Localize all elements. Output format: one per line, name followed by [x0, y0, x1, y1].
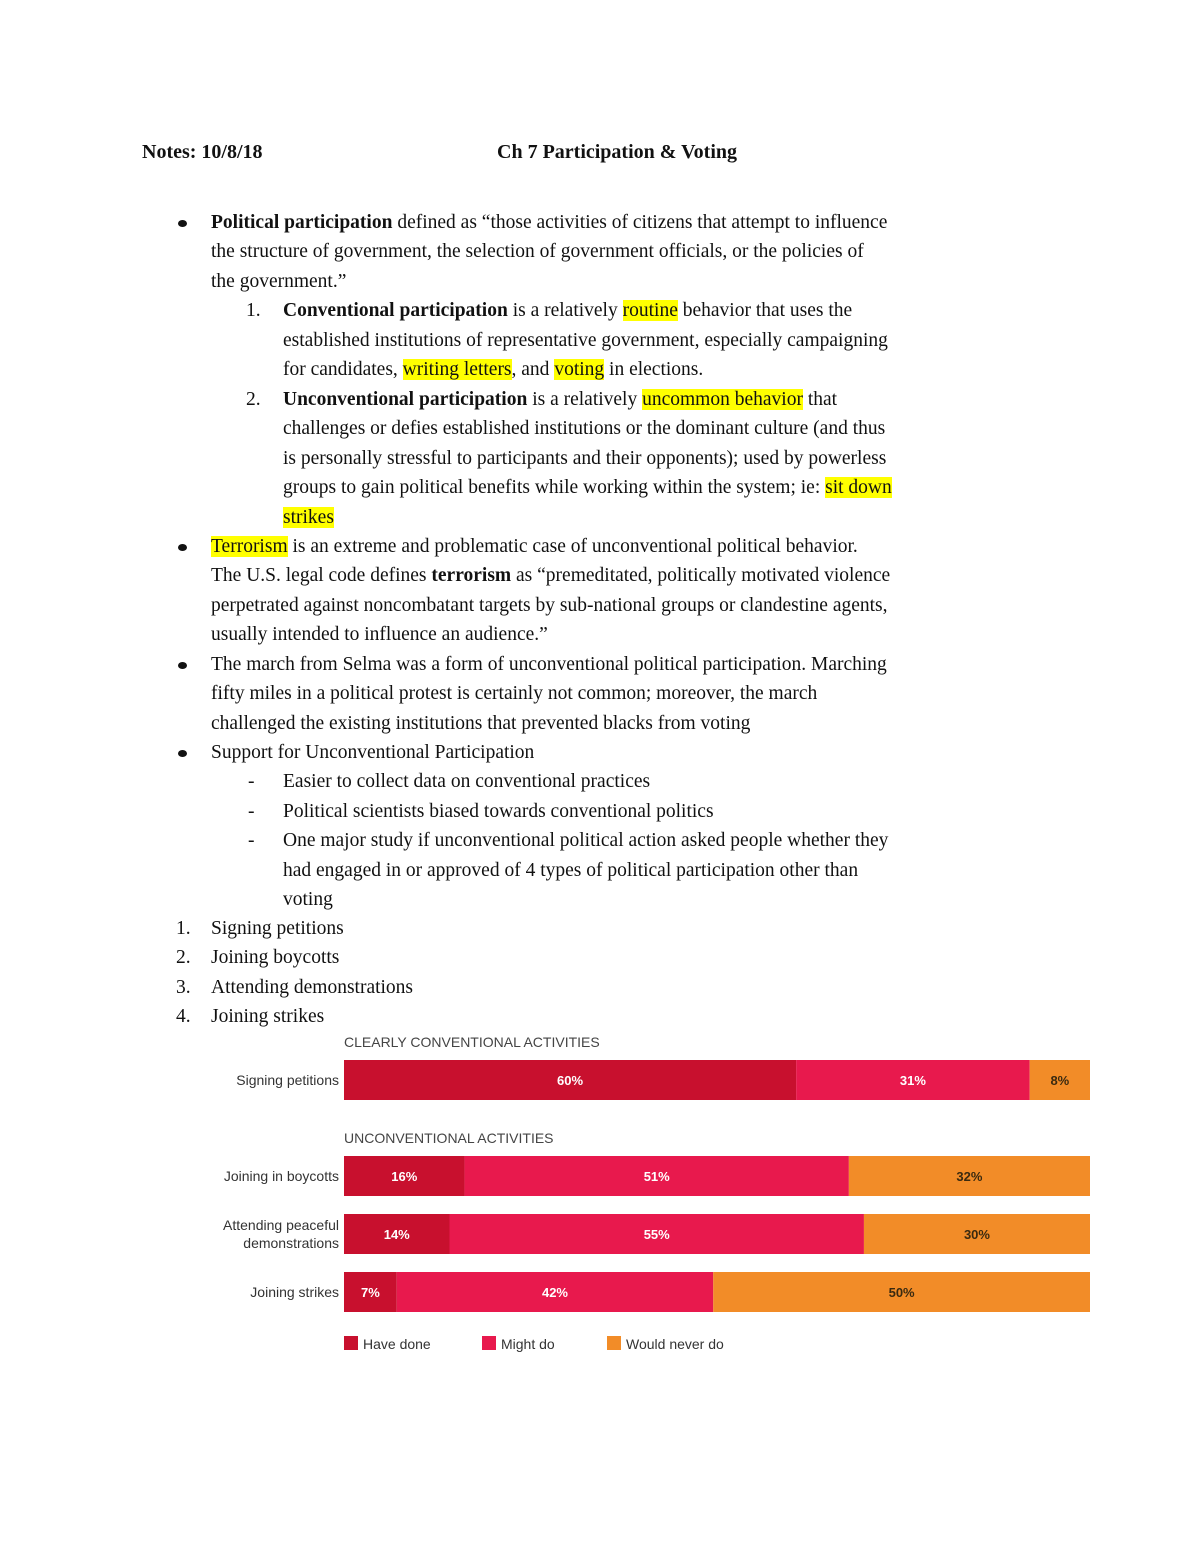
highlight-terrorism: Terrorism: [211, 536, 288, 557]
bar-value-label: 42%: [541, 1285, 569, 1300]
political-participation-line-1: Political participation defined as “those activities of citizens that attempt to influence: [211, 212, 888, 233]
unconventional-line-3: is personally stressful to participants and their opponents); used by powerless: [283, 448, 887, 469]
support-dash-3-line-1: One major study if unconventional political action asked people whether they: [283, 830, 889, 851]
bar-value-label: 50%: [888, 1285, 915, 1300]
unconventional-line-4: groups to gain political benefits while working within the system; ie: sit down: [283, 477, 892, 498]
participation-chart: [205, 1030, 1100, 1370]
bar-value-label: 32%: [956, 1169, 983, 1184]
legend-swatch: [344, 1336, 358, 1350]
conventional-line-3: for candidates, writing letters, and voting in elections.: [283, 359, 704, 380]
list-item-number: 3.: [176, 977, 191, 998]
category-label: demonstrations: [243, 1235, 339, 1251]
list-item-number: 2.: [176, 947, 191, 968]
legend-swatch: [607, 1336, 621, 1350]
bar-value-label: 7%: [360, 1285, 380, 1300]
highlight-strikes: strikes: [283, 507, 334, 528]
bar-value-label: 60%: [557, 1073, 584, 1088]
highlight-routine: routine: [622, 300, 678, 321]
highlight-writing-letters: writing letters: [402, 359, 512, 380]
page-title: Ch 7 Participation & Voting: [497, 141, 738, 163]
legend-label: Might do: [501, 1336, 555, 1352]
support-dash-3-line-2: had engaged in or approved of 4 types of political participation other than: [283, 860, 859, 881]
subitem-number: 1.: [246, 300, 261, 321]
bullet-icon: [178, 544, 187, 551]
bar-value-label: 8%: [1050, 1073, 1070, 1088]
list-item: Joining strikes: [211, 1006, 325, 1027]
political-participation-line-3: the government.”: [211, 271, 347, 292]
selma-line-2: fifty miles in a political protest is certainly not common; moreover, the march: [211, 683, 818, 704]
subitem-number: 2.: [246, 389, 261, 410]
legend-label: Have done: [363, 1336, 431, 1352]
list-item: Signing petitions: [211, 918, 344, 939]
page-header: [142, 141, 1062, 171]
section-heading: UNCONVENTIONAL ACTIVITIES: [344, 1130, 554, 1146]
bar-value-label: 55%: [643, 1227, 670, 1242]
conventional-line-2: established institutions of representative government, especially campaigning: [283, 330, 888, 351]
highlight-voting: voting: [554, 359, 605, 380]
legend-label: Would never do: [626, 1336, 724, 1352]
notes-date-label: Notes: 10/8/18: [142, 141, 263, 163]
highlight-uncommon-behavior: uncommon behavior: [642, 389, 803, 410]
dash-marker: -: [248, 771, 255, 792]
bullet-icon: [178, 220, 187, 227]
list-item-number: 4.: [176, 1006, 191, 1027]
section-heading: CLEARLY CONVENTIONAL ACTIVITIES: [344, 1034, 600, 1050]
category-label: Joining strikes: [250, 1284, 339, 1300]
terrorism-line-4: usually intended to influence an audience.”: [211, 624, 548, 645]
term-unconventional: Unconventional participation: [283, 389, 528, 410]
term-terrorism: terrorism: [431, 565, 512, 586]
terrorism-line-2: The U.S. legal code defines terrorism as “premeditated, politically motivated violence: [211, 565, 891, 586]
stacked-bar-chart: [205, 1030, 1100, 1370]
list-item: Joining boycotts: [211, 947, 340, 968]
bullet-icon: [178, 662, 187, 669]
unconventional-line-5: [283, 503, 334, 532]
bullet-icon: [178, 750, 187, 757]
support-dash-2: Political scientists biased towards conventional politics: [283, 801, 714, 822]
category-label: Joining in boycotts: [223, 1168, 339, 1184]
unconventional-line-2: challenges or defies established institutions or the dominant culture (and thus: [283, 418, 886, 439]
support-dash-3-line-3: voting: [283, 889, 333, 910]
support-dash-1: Easier to collect data on conventional practices: [283, 771, 651, 792]
dash-marker: -: [248, 830, 255, 851]
support-heading: Support for Unconventional Participation: [211, 742, 535, 763]
bar-value-label: 30%: [963, 1227, 990, 1242]
selma-line-3: challenged the existing institutions that prevented blacks from voting: [211, 713, 751, 734]
bar-value-label: 14%: [383, 1227, 410, 1242]
term-conventional: Conventional participation: [283, 300, 508, 321]
terrorism-line-3: perpetrated against noncombatant targets by sub-national groups or clandestine agents,: [211, 595, 888, 616]
highlight-sit-down: sit down: [825, 477, 892, 498]
dash-marker: -: [248, 801, 255, 822]
term-political-participation: Political participation: [211, 212, 393, 233]
legend-swatch: [482, 1336, 496, 1350]
list-item-number: 1.: [176, 918, 191, 939]
political-participation-line-2: the structure of government, the selection of government officials, or the policies of: [211, 241, 864, 262]
category-label: Attending peaceful: [223, 1217, 339, 1233]
selma-line-1: The march from Selma was a form of unconventional political participation. Marching: [211, 654, 887, 675]
terrorism-line-1: Terrorism is an extreme and problematic case of unconventional political behavior.: [211, 536, 858, 557]
list-item: Attending demonstrations: [211, 977, 414, 998]
bar-value-label: 51%: [643, 1169, 670, 1184]
bar-value-label: 31%: [899, 1073, 926, 1088]
bar-value-label: 16%: [391, 1169, 418, 1184]
category-label: Signing petitions: [236, 1072, 339, 1088]
unconventional-line-1: Unconventional participation is a relatively uncommon behavior that: [283, 389, 838, 410]
conventional-line-1: Conventional participation is a relatively routine behavior that uses the: [283, 300, 853, 321]
